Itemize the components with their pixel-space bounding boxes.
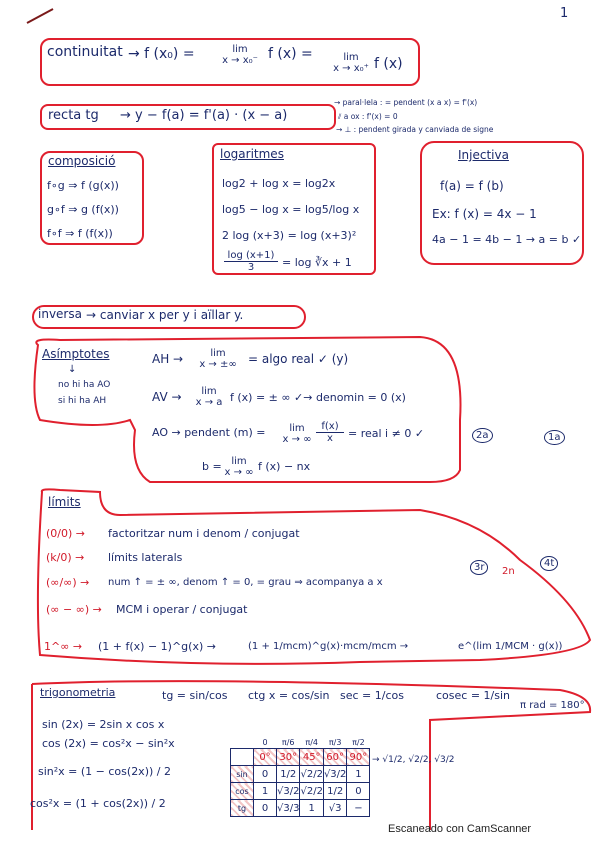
row-header-sin: sin	[231, 766, 254, 783]
composicio-line-2: g∘f ⇒ g (f(x))	[47, 203, 119, 216]
b-lhs: b =	[202, 460, 222, 473]
composicio-line-1: f∘g ⇒ f (g(x))	[47, 179, 119, 192]
table-cell: −	[347, 800, 370, 817]
log-line-1: log2 + log x = log2x	[222, 177, 336, 190]
injectiva-line-3: 4a − 1 = 4b − 1 → a = b ✓	[432, 233, 582, 246]
limits-row-1-text: factoritzar num i denom / conjugat	[108, 527, 300, 540]
ao-fraction: f(x) x	[316, 421, 344, 444]
trig-sin2x: sin (2x) = 2sin x cos x	[42, 718, 165, 731]
limits-mark-4t: 4t	[540, 556, 558, 571]
table-cell: 1	[347, 766, 370, 783]
log-line-4-right: = log ∛x + 1	[282, 256, 352, 269]
continuitat-eq-left: → f (x₀) =	[128, 46, 195, 62]
table-corner	[231, 736, 254, 749]
limits-one-inf-a: (1 + f(x) − 1)^g(x) →	[98, 640, 216, 653]
log-line-4-fraction: log (x+1) 3	[224, 250, 278, 273]
recta-label: recta tg	[48, 108, 99, 123]
trig-sec: sec = 1/cos	[340, 689, 404, 702]
trig-ctg: ctg x = cos/sin	[248, 689, 330, 702]
table-row-sin	[231, 766, 370, 783]
table-cell: √3/3	[277, 800, 300, 817]
trig-tg: tg = sin/cos	[162, 689, 228, 702]
injectiva-line-2: Ex: f (x) = 4x − 1	[432, 207, 537, 221]
limits-mark-2n: 2n	[502, 566, 515, 577]
table-cell: 1	[300, 800, 323, 817]
continuitat-lim-left: lim x → x₀⁻	[222, 44, 258, 66]
rad-header: π/3	[328, 737, 342, 747]
injectiva-line-1: f(a) = f (b)	[440, 179, 504, 193]
asimptotes-down-arrow: ↓	[68, 364, 77, 375]
table-row-cos	[231, 783, 370, 800]
trig-cosec: cosec = 1/sin	[436, 689, 510, 702]
injectiva-title: Injectiva	[458, 148, 509, 162]
asimptotes-mark-1a: 1a	[544, 430, 565, 445]
table-cell: √3/2	[323, 766, 346, 783]
table-row-tg	[231, 800, 370, 817]
trig-sin-squared: sin²x = (1 − cos(2x)) / 2	[38, 765, 171, 778]
av-lim: lim x → a	[195, 386, 223, 408]
limits-one-inf-c: e^(lim 1/MCM · g(x))	[458, 641, 563, 652]
asimptotes-si-ah: si hi ha AH	[58, 396, 107, 406]
camscanner-footer: Escaneado con CamScanner	[388, 823, 532, 835]
table-cell: 0	[254, 800, 277, 817]
ao-lhs: AO → pendent (m) =	[152, 426, 266, 439]
trigonometria-title: trigonometria	[40, 686, 116, 699]
table-cell: 0	[347, 783, 370, 800]
av-rhs: f (x) = ± ∞ ✓→ denomin = 0 (x)	[230, 391, 406, 404]
table-cell: 1/2	[323, 783, 346, 800]
deg-header: 30°	[277, 749, 300, 766]
ah-lim: lim x → ±∞	[199, 348, 237, 370]
table-cell: √2/2	[300, 766, 323, 783]
deg-header: 45°	[300, 749, 323, 766]
ao-lim: lim x → ∞	[282, 423, 312, 445]
inversa-text: → canviar x per y i aïllar y.	[86, 308, 244, 322]
limits-one-inf-tag: 1^∞ →	[44, 640, 83, 653]
recta-note-horizontal: ⫽ a ox : f'(x) = 0	[338, 112, 398, 121]
trig-side-note: → √1/2, √2/2, √3/2	[372, 755, 455, 765]
page-number: 1	[560, 6, 569, 21]
row-header-cos: cos	[231, 783, 254, 800]
limits-row-4-tag: (∞ − ∞) →	[46, 603, 102, 616]
deg-header: 0°	[254, 749, 277, 766]
limits-row-4-text: MCM i operar / conjugat	[116, 603, 248, 616]
limits-mark-3r: 3r	[470, 560, 488, 575]
recta-note-perpendicular: → ⊥ : pendent girada y canviada de signe	[336, 125, 494, 134]
limits-row-3-tag: (∞/∞) →	[46, 576, 90, 589]
continuitat-label: continuitat	[47, 44, 123, 60]
recta-formula: → y − f(a) = f'(a) · (x − a)	[120, 108, 288, 123]
limits-one-inf-b: (1 + 1/mcm)^g(x)·mcm/mcm →	[248, 641, 409, 652]
trig-rad: π rad = 180°	[520, 700, 585, 711]
table-cell: 1/2	[277, 766, 300, 783]
limits-row-3-text: num ↑ = ± ∞, denom ↑ = 0, = grau ⇒ acompanya a x	[108, 577, 383, 588]
log-line-3: 2 log (x+3) = log (x+3)²	[222, 229, 357, 242]
ah-rhs: = algo real ✓ (y)	[248, 352, 349, 366]
trig-cos-squared: cos²x = (1 + cos(2x)) / 2	[30, 797, 166, 810]
continuitat-lim-right: lim x → x₀⁺	[333, 52, 369, 74]
logaritmes-title: logaritmes	[220, 147, 284, 161]
trig-cos2x: cos (2x) = cos²x − sin²x	[42, 737, 175, 750]
log-line-2: log5 − log x = log5/log x	[222, 203, 360, 216]
table-cell: 1	[254, 783, 277, 800]
continuitat-eq-right: f (x)	[374, 56, 403, 72]
composicio-title: composició	[48, 154, 116, 168]
row-header-tg: tg	[231, 800, 254, 817]
table-cell: √3/2	[277, 783, 300, 800]
ah-lhs: AH →	[152, 352, 184, 366]
limits-row-1-tag: (0/0) →	[46, 527, 85, 540]
b-rhs: f (x) − nx	[258, 460, 311, 473]
limits-title: límits	[48, 495, 81, 509]
asimptotes-mark-2a: 2a	[472, 428, 493, 443]
inversa-label: inversa	[38, 307, 82, 321]
table-cell: √2/2	[300, 783, 323, 800]
limits-row-2-text: límits laterals	[108, 551, 183, 564]
continuitat-eq-mid: f (x) =	[268, 46, 313, 62]
trig-values-table	[230, 736, 370, 817]
table-cell: √3	[323, 800, 346, 817]
ao-rhs: = real i ≠ 0 ✓	[348, 427, 425, 440]
b-lim: lim x → ∞	[224, 456, 254, 478]
asimptotes-no-ao: no hi ha AO	[58, 380, 111, 390]
table-cell: 0	[254, 766, 277, 783]
rad-header: π/2	[352, 737, 365, 747]
composicio-line-3: f∘f ⇒ f (f(x))	[47, 227, 113, 240]
table-corner-cell	[231, 749, 254, 766]
rad-header: π/6	[281, 737, 295, 747]
asimptotes-title: Asímptotes	[42, 347, 110, 361]
limits-row-2-tag: (k/0) →	[46, 551, 85, 564]
rad-header: π/4	[305, 737, 318, 747]
recta-note-parallel: → paral·lela : = pendent (x a x) = f'(x)	[334, 98, 478, 107]
deg-header: 90°	[347, 749, 370, 766]
deg-header: 60°	[323, 749, 346, 766]
rad-header: 0	[262, 737, 268, 747]
av-lhs: AV →	[152, 390, 182, 404]
